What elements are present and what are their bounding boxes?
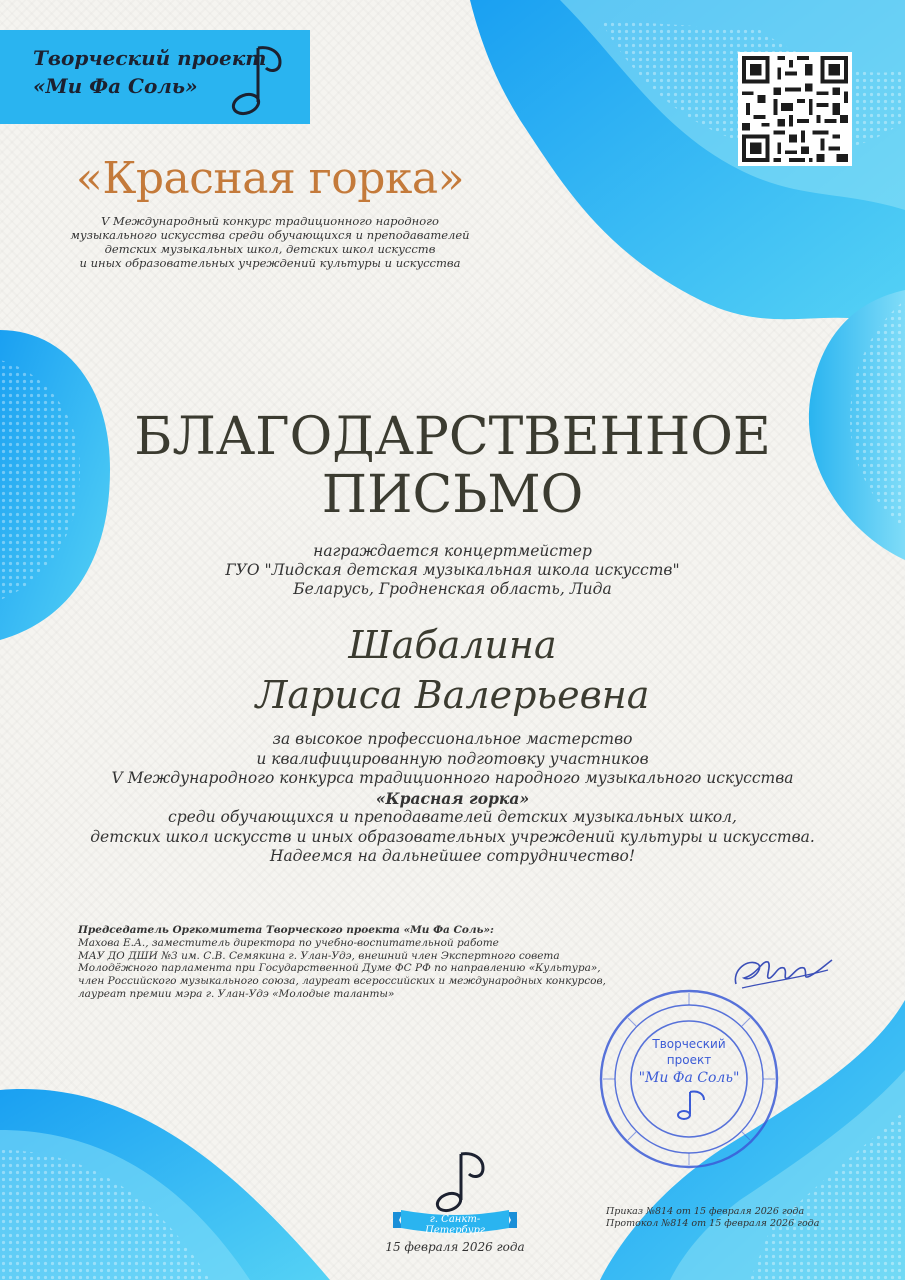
stamp-text-line1: Творческий [652,1037,726,1051]
chair-line: Молодёжного парламента при Государственной Думе ФС РФ по направлению «Культура», [78,962,601,975]
chair-line: лауреат премии мэра г. Улан-Удэ «Молодые таланты» [78,987,395,1000]
chair-heading: Председатель Оргкомитета Творческого проекта «Ми Фа Соль»: [78,924,494,936]
chair-line: Махова Е.А., заместитель директора по учебно-воспитательной работе [78,936,499,949]
document-title-line1: БЛАГОДАРСТВЕННОЕ [134,407,771,467]
contest-description-line: и иных образовательных учреждений культуры и искусства [79,256,461,270]
reason-line: V Международного конкурса традиционного народного музыкального искусства [111,769,794,787]
contest-description-line: детских музыкальных школ, детских школ искусств [104,242,436,256]
official-stamp [598,988,780,1170]
recipient-surname: Шабалина [348,623,557,667]
recipient-given-names: Лариса Валерьевна [255,673,650,717]
chair-info [78,924,678,1001]
awarded-line: награждается концертмейстер [313,542,592,560]
contest-description-line: музыкального искусства среди обучающихся и преподавателей [70,228,470,242]
stamp-note-icon [678,1091,704,1119]
reason-contest-name: «Красная горка» [375,788,530,808]
chair-line: член Российского музыкального союза, лауреат всероссийских и международных конкурсов, [78,975,606,988]
qr-code-icon[interactable] [738,52,852,166]
issue-date: 15 февраля 2026 года [385,1240,525,1254]
award-reason [0,730,905,867]
awarded-line: Беларусь, Гродненская область, Лида [293,580,612,598]
contest-description-line: V Международный конкурс традиционного народного [101,214,439,228]
reason-line: и квалифицированную подготовку участников [256,749,649,768]
document-title-line2: ПИСЬМО [321,465,584,525]
stamp-text-line2: проект [666,1053,712,1067]
project-logo [0,30,310,124]
protocol-number: Протокол №814 от 15 февраля 2026 года [606,1218,820,1229]
reason-line: среди обучающихся и преподавателей детских музыкальных школ, [168,808,737,826]
order-number: Приказ №814 от 15 февраля 2026 года [606,1206,805,1217]
logo-text-line1: Творческий проект [33,46,267,70]
music-note-icon [218,40,288,120]
order-info [606,1206,866,1230]
reason-line: за высокое профессиональное мастерство [272,730,633,748]
contest-description [60,214,480,270]
stamp-text-line3: "Ми Фа Соль" [638,1070,740,1086]
awarded-info [0,542,905,599]
logo-text-line2: «Ми Фа Соль» [33,74,198,98]
chair-line: МАУ ДО ДШИ №3 им. С.В. Семякина г. Улан-Удэ, внешний член Экспертного совета [78,949,560,962]
document-title [0,408,905,524]
city-label: г. Санкт-Петербург [425,1214,485,1236]
recipient-name [0,620,905,720]
reason-line: Надеемся на дальнейшее сотрудничество! [269,847,636,865]
awarded-line: ГУО "Лидская детская музыкальная школа искусств" [225,561,680,579]
reason-line: детских школ искусств и иных образовательных учреждений культуры и искусства. [90,827,815,846]
contest-name: «Красная горка» [75,153,465,204]
